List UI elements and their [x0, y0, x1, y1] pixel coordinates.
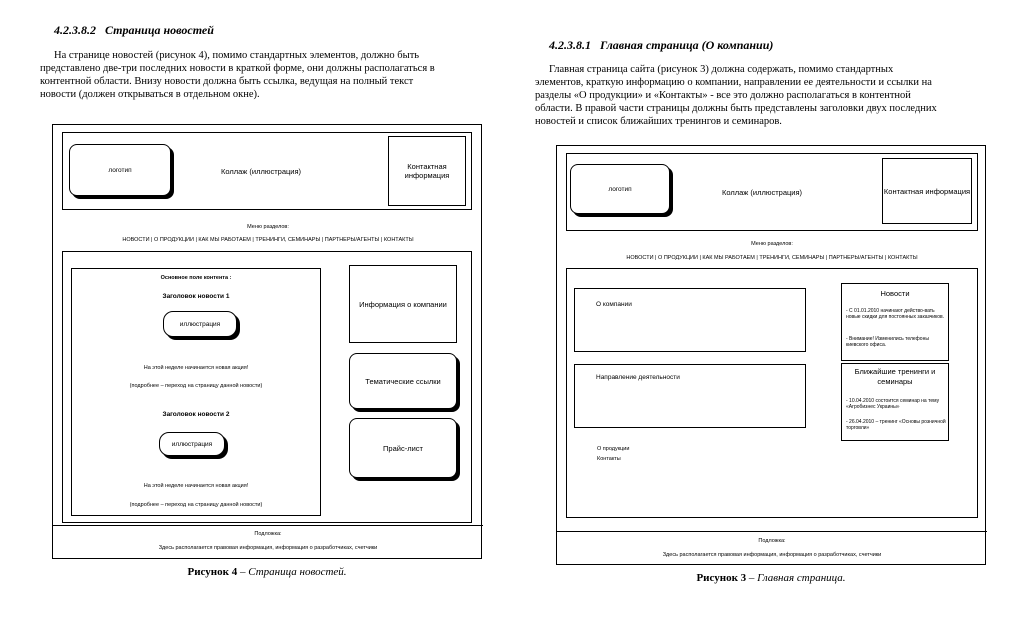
news-panel-title: Новости — [880, 289, 910, 298]
training-item-2: - 26.04.2010 – тренинг «Основы розничной торговли» — [846, 419, 946, 431]
trainings-panel-title: Ближайшие тренинги и семинары — [854, 367, 936, 386]
right-para-line: разделы «О продукции» и «Контакты» - все это должно располагаться в контентной — [535, 90, 911, 101]
news2-title: Заголовок новости 2 — [162, 411, 230, 418]
left-caption-number: Рисунок 4 — [187, 566, 238, 578]
news1-more-link: (подробнее – переход на страницу данной новости) — [129, 383, 263, 389]
menu-title: Меню разделов: — [751, 241, 793, 247]
right-paragraph — [535, 63, 983, 128]
collage-label: Коллаж (иллюстрация) — [221, 167, 302, 176]
news1-title: Заголовок новости 1 — [162, 293, 230, 300]
news-item-2: - Внимание! Изменились телефоны киевского офиса. — [846, 336, 929, 348]
contact-info-box: Контактная информация — [882, 158, 972, 224]
logo-box: логотип — [69, 144, 171, 196]
left-paragraph — [40, 49, 492, 101]
footer-band — [53, 525, 483, 526]
left-caption-title: Страница новостей. — [248, 566, 347, 578]
logo-box: логотип — [570, 164, 670, 214]
right-para-line: Главная страница сайта (рисунок 3) должна содержать, помимо стандартных — [549, 64, 894, 75]
collage-label: Коллаж (иллюстрация) — [722, 188, 803, 197]
footer-text: Здесь располагается правовая информация, информация о разработчиках, счетчики — [662, 552, 882, 558]
right-section-heading — [549, 38, 773, 53]
left-para-line: контентной области. Внизу новости должна быть ссылка, ведущая на полный текст — [40, 76, 414, 87]
right-para-line: области. В правой части страницы должны быть представлены заголовки двух последних — [535, 103, 937, 114]
price-list-box: Прайс-лист — [349, 418, 457, 478]
left-heading-title: Страница новостей — [105, 23, 214, 37]
main-content-field — [71, 268, 321, 516]
footer-title: Подложка: — [254, 531, 282, 537]
left-caption-dash: – — [237, 566, 249, 578]
news2-more-link: (подробнее – переход на страницу данной новости) — [129, 502, 263, 508]
left-heading-number: 4.2.3.8.2 — [54, 23, 96, 37]
menu-items: НОВОСТИ | О ПРОДУКЦИИ | КАК МЫ РАБОТАЕМ | ТРЕНИНГИ, СЕМИНАРЫ | ПАРТНЕРЫ/АГЕНТЫ | КОНТАКТЫ — [122, 237, 414, 243]
menu-title: Меню разделов: — [247, 224, 289, 230]
company-info-box: Информация о компании — [349, 265, 457, 343]
left-section-heading — [54, 23, 214, 38]
news2-illustration: иллюстрация — [159, 432, 225, 456]
about-company-box — [574, 288, 806, 352]
left-para-line: На странице новостей (рисунок 4), помимо стандартных элементов, должно быть — [54, 50, 420, 61]
left-figure-caption — [52, 566, 482, 578]
menu-items: НОВОСТИ | О ПРОДУКЦИИ | КАК МЫ РАБОТАЕМ | ТРЕНИНГИ, СЕМИНАРЫ | ПАРТНЕРЫ/АГЕНТЫ | КОНТАКТЫ — [626, 255, 918, 261]
left-para-line: представлено две-три последних новости в краткой форме, они должны располагаться в — [40, 63, 435, 74]
thematic-links-box: Тематические ссылки — [349, 353, 457, 409]
right-heading-number: 4.2.3.8.1 — [549, 38, 591, 52]
contact-info-box: Контактная информация — [388, 136, 466, 206]
footer-band — [557, 531, 987, 532]
right-para-line: элементов, краткую информацию о компании, направлении ее деятельности и ссылки на — [535, 77, 932, 88]
about-company-label: О компании — [596, 301, 632, 308]
news1-illustration: иллюстрация — [163, 311, 237, 337]
activity-direction-label: Направление деятельности — [596, 374, 680, 381]
right-caption-dash: – — [746, 572, 758, 584]
footer-text: Здесь располагается правовая информация, информация о разработчиках, счетчики — [158, 545, 378, 551]
news2-text: На этой неделе начинается новая акция! — [143, 483, 249, 489]
right-caption-number: Рисунок 3 — [696, 572, 747, 584]
training-item-1: - 10.04.2010 состоится семинар на тему «Агробизнес Украины» — [846, 398, 940, 410]
news-page-wireframe — [52, 124, 482, 559]
content-title: Основное поле контента : — [160, 275, 232, 281]
products-link: О продукции — [597, 446, 630, 452]
home-page-wireframe — [556, 145, 986, 565]
contacts-link: Контакты — [597, 456, 621, 462]
right-caption-title: Главная страница. — [757, 572, 846, 584]
news-item-1: - С 01.01.2010 начинают действо-вать новые скидки для постоянных заказчиков. — [846, 308, 945, 320]
right-figure-caption — [556, 572, 986, 584]
footer-title: Подложка: — [758, 538, 786, 544]
right-para-line: новостей и список ближайших тренингов и семинаров. — [535, 116, 782, 127]
right-heading-title: Главная страница (О компании) — [600, 38, 774, 52]
news1-text: На этой неделе начинается новая акция! — [143, 365, 249, 371]
left-para-line: новости (должен открываться в отдельном окне). — [40, 89, 260, 100]
